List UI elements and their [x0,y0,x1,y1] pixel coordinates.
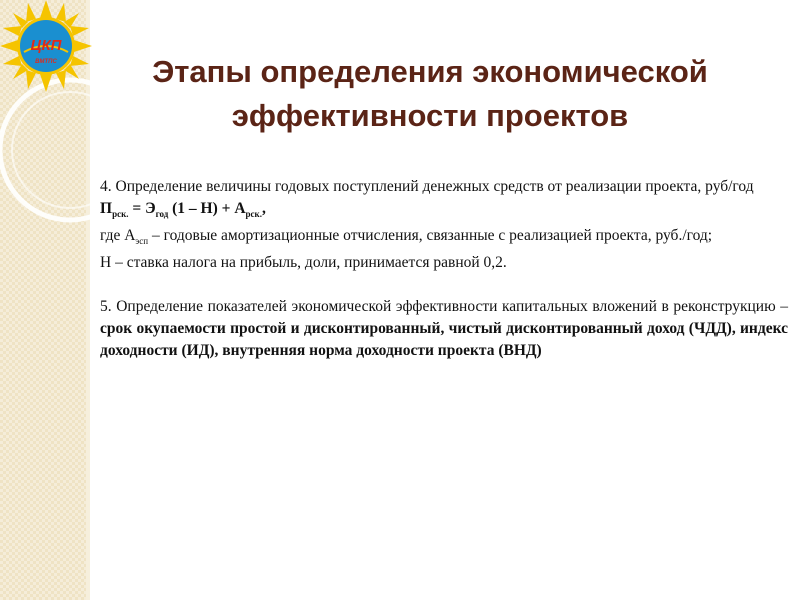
section-5-intro: 5. Определение показателей экономической эффективности капитальных вложений в реконструкцию – [100,298,788,316]
formula-a-sub: рск. [245,209,262,220]
formula-lhs: П [100,200,113,217]
formula-mid: (1 – Н) + А [168,200,246,217]
tax-rate-line: Н – ставка налога на прибыль, доли, принимается равной 0,2. [100,254,507,272]
section-4-heading: 4. Определение величины годовых поступлений денежных средств от реализации проекта, руб/год [100,178,754,195]
section-5-indicators: срок окупаемости простой и дисконтированный, чистый дисконтированный доход (ЧДД), индекс доходности (ИД), внутренняя норма доходности проекта (ВНД) [100,320,788,360]
formula-e-sub: год [155,209,169,220]
company-logo [0,0,92,92]
where-clause [100,225,788,252]
where-text: – годовые амортизационные отчисления, связанные с реализацией проекта, руб./год; [148,227,713,245]
page-title [100,50,760,138]
formula-lhs-sub: рск. [112,209,129,220]
formula-tail: , [261,200,266,217]
logo-text: ЦКП [30,37,62,54]
title-line-2: эффективности проектов [231,98,629,133]
formula [100,198,788,225]
content-body [100,176,788,362]
title-line-1: Этапы определения экономической [152,54,708,89]
where-prefix: где А [100,227,136,245]
section-5 [100,296,788,362]
logo-subtext: ВМТПС [35,59,57,65]
section-gap [100,274,788,296]
where-sub: эсп [135,236,149,247]
formula-eq: = Э [128,200,156,217]
